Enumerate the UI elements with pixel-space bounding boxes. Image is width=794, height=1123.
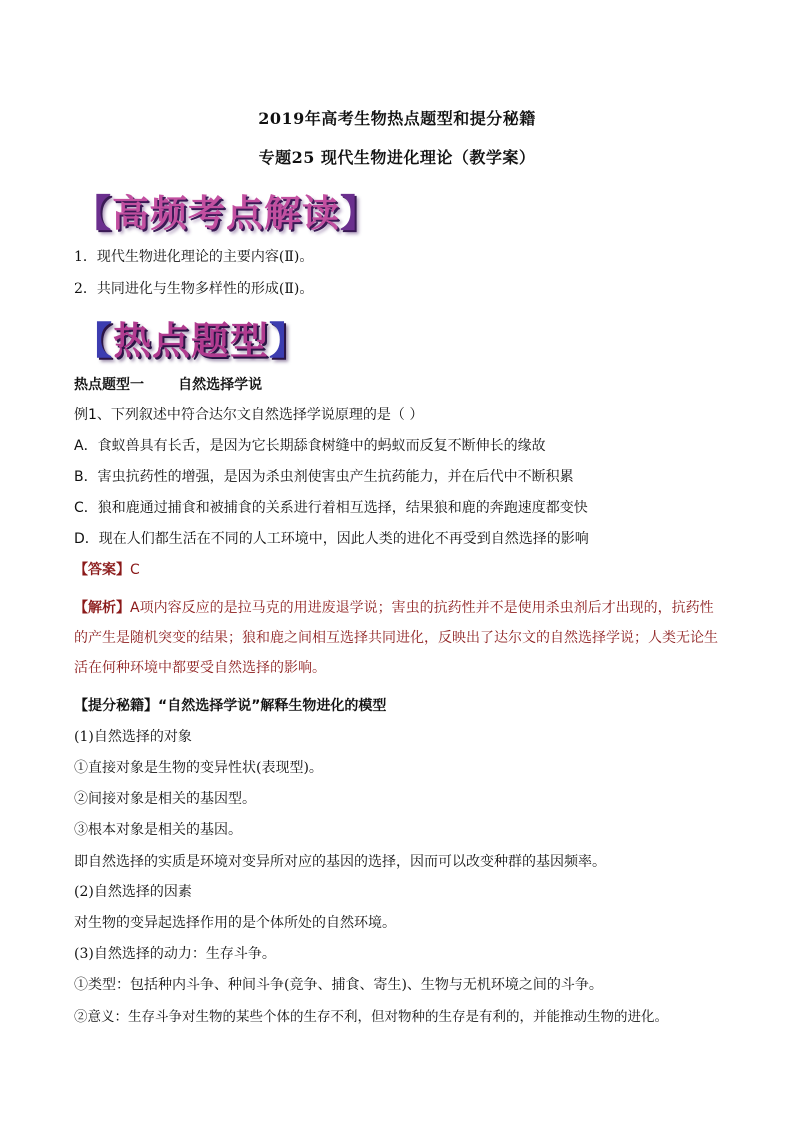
tips-title: “自然选择学说”解释生物进化的模型 (158, 698, 387, 714)
tips-line-2: ①直接对象是生物的变异性状(表现型)。 (74, 760, 323, 776)
option-c: C．狼和鹿通过捕食和被捕食的关系进行着相互选择，结果狼和鹿的奔跑速度都变快 (74, 500, 588, 516)
banner-bracket-open: 【 (74, 192, 112, 235)
tips-line-4: ③根本对象是相关的基因。 (74, 822, 242, 838)
banner-high-frequency (74, 183, 378, 237)
analysis-label: 【解析】 (74, 600, 130, 616)
document-subtitle: 专题25 现代生物进化理论（教学案） (258, 148, 536, 167)
answer-line (74, 559, 140, 579)
tips-line-7: 对生物的变异起选择作用的是个体所处的自然环境。 (74, 915, 396, 931)
banner-text: 热点题型 (113, 319, 270, 363)
option-a: A．食蚁兽具有长舌，是因为它长期舔食树缝中的蚂蚁而反复不断伸长的缘故 (74, 438, 546, 454)
tips-heading (74, 695, 386, 715)
tips-line-3: ②间接对象是相关的基因型。 (74, 791, 256, 807)
answer-label: 【答案】 (74, 562, 130, 578)
banner-bracket-open: 【 (74, 319, 114, 363)
banner-bracket-close: 】 (269, 319, 309, 363)
answer-value: C (130, 562, 140, 578)
analysis-paragraph (74, 593, 724, 683)
tips-line-6: (2)自然选择的因素 (74, 884, 192, 900)
option-d: D．现在人们都生活在不同的人工环境中，因此人类的进化不再受到自然选择的影响 (74, 531, 589, 547)
analysis-text: A项内容反应的是拉马克的用进废退学说；害虫的抗药性并不是使用杀虫剂后才出现的，抗药性的产生是随机突变的结果；狼和鹿之间相互选择共同进化，反映出了达尔文的自然选择学说；人类无论生活在何种环境中都要受自然选择的影响。 (74, 600, 718, 676)
tips-line-9: ①类型：包括种内斗争、种间斗争(竞争、捕食、寄生)、生物与无机环境之间的斗争。 (74, 977, 603, 993)
tips-line-10: ②意义：生存斗争对生物的某些个体的生存不利，但对物种的生存是有利的，并能推动生物的进化。 (74, 1009, 668, 1025)
banner-bracket-close: 】 (340, 192, 378, 235)
banner-text: 高频考点解读 (112, 192, 340, 235)
tips-label: 【提分秘籍】 (74, 698, 158, 714)
example-question: 例1、下列叙述中符合达尔文自然选择学说原理的是（ ） (74, 407, 424, 423)
section-heading: 热点题型一 自然选择学说 (74, 377, 263, 393)
option-b: B．害虫抗药性的增强，是因为杀虫剂使害虫产生抗药能力，并在后代中不断积累 (74, 469, 574, 485)
exam-point-2: 2．共同进化与生物多样性的形成(Ⅱ)。 (74, 281, 314, 297)
tips-line-5: 即自然选择的实质是环境对变异所对应的基因的选择，因而可以改变种群的基因频率。 (74, 854, 606, 870)
banner-hot-topics (74, 310, 308, 365)
exam-point-1: 1．现代生物进化理论的主要内容(Ⅱ)。 (74, 249, 314, 265)
tips-line-8: (3)自然选择的动力：生存斗争。 (74, 946, 276, 962)
document-title: 2019年高考生物热点题型和提分秘籍 (258, 109, 536, 128)
tips-line-1: (1)自然选择的对象 (74, 729, 192, 745)
